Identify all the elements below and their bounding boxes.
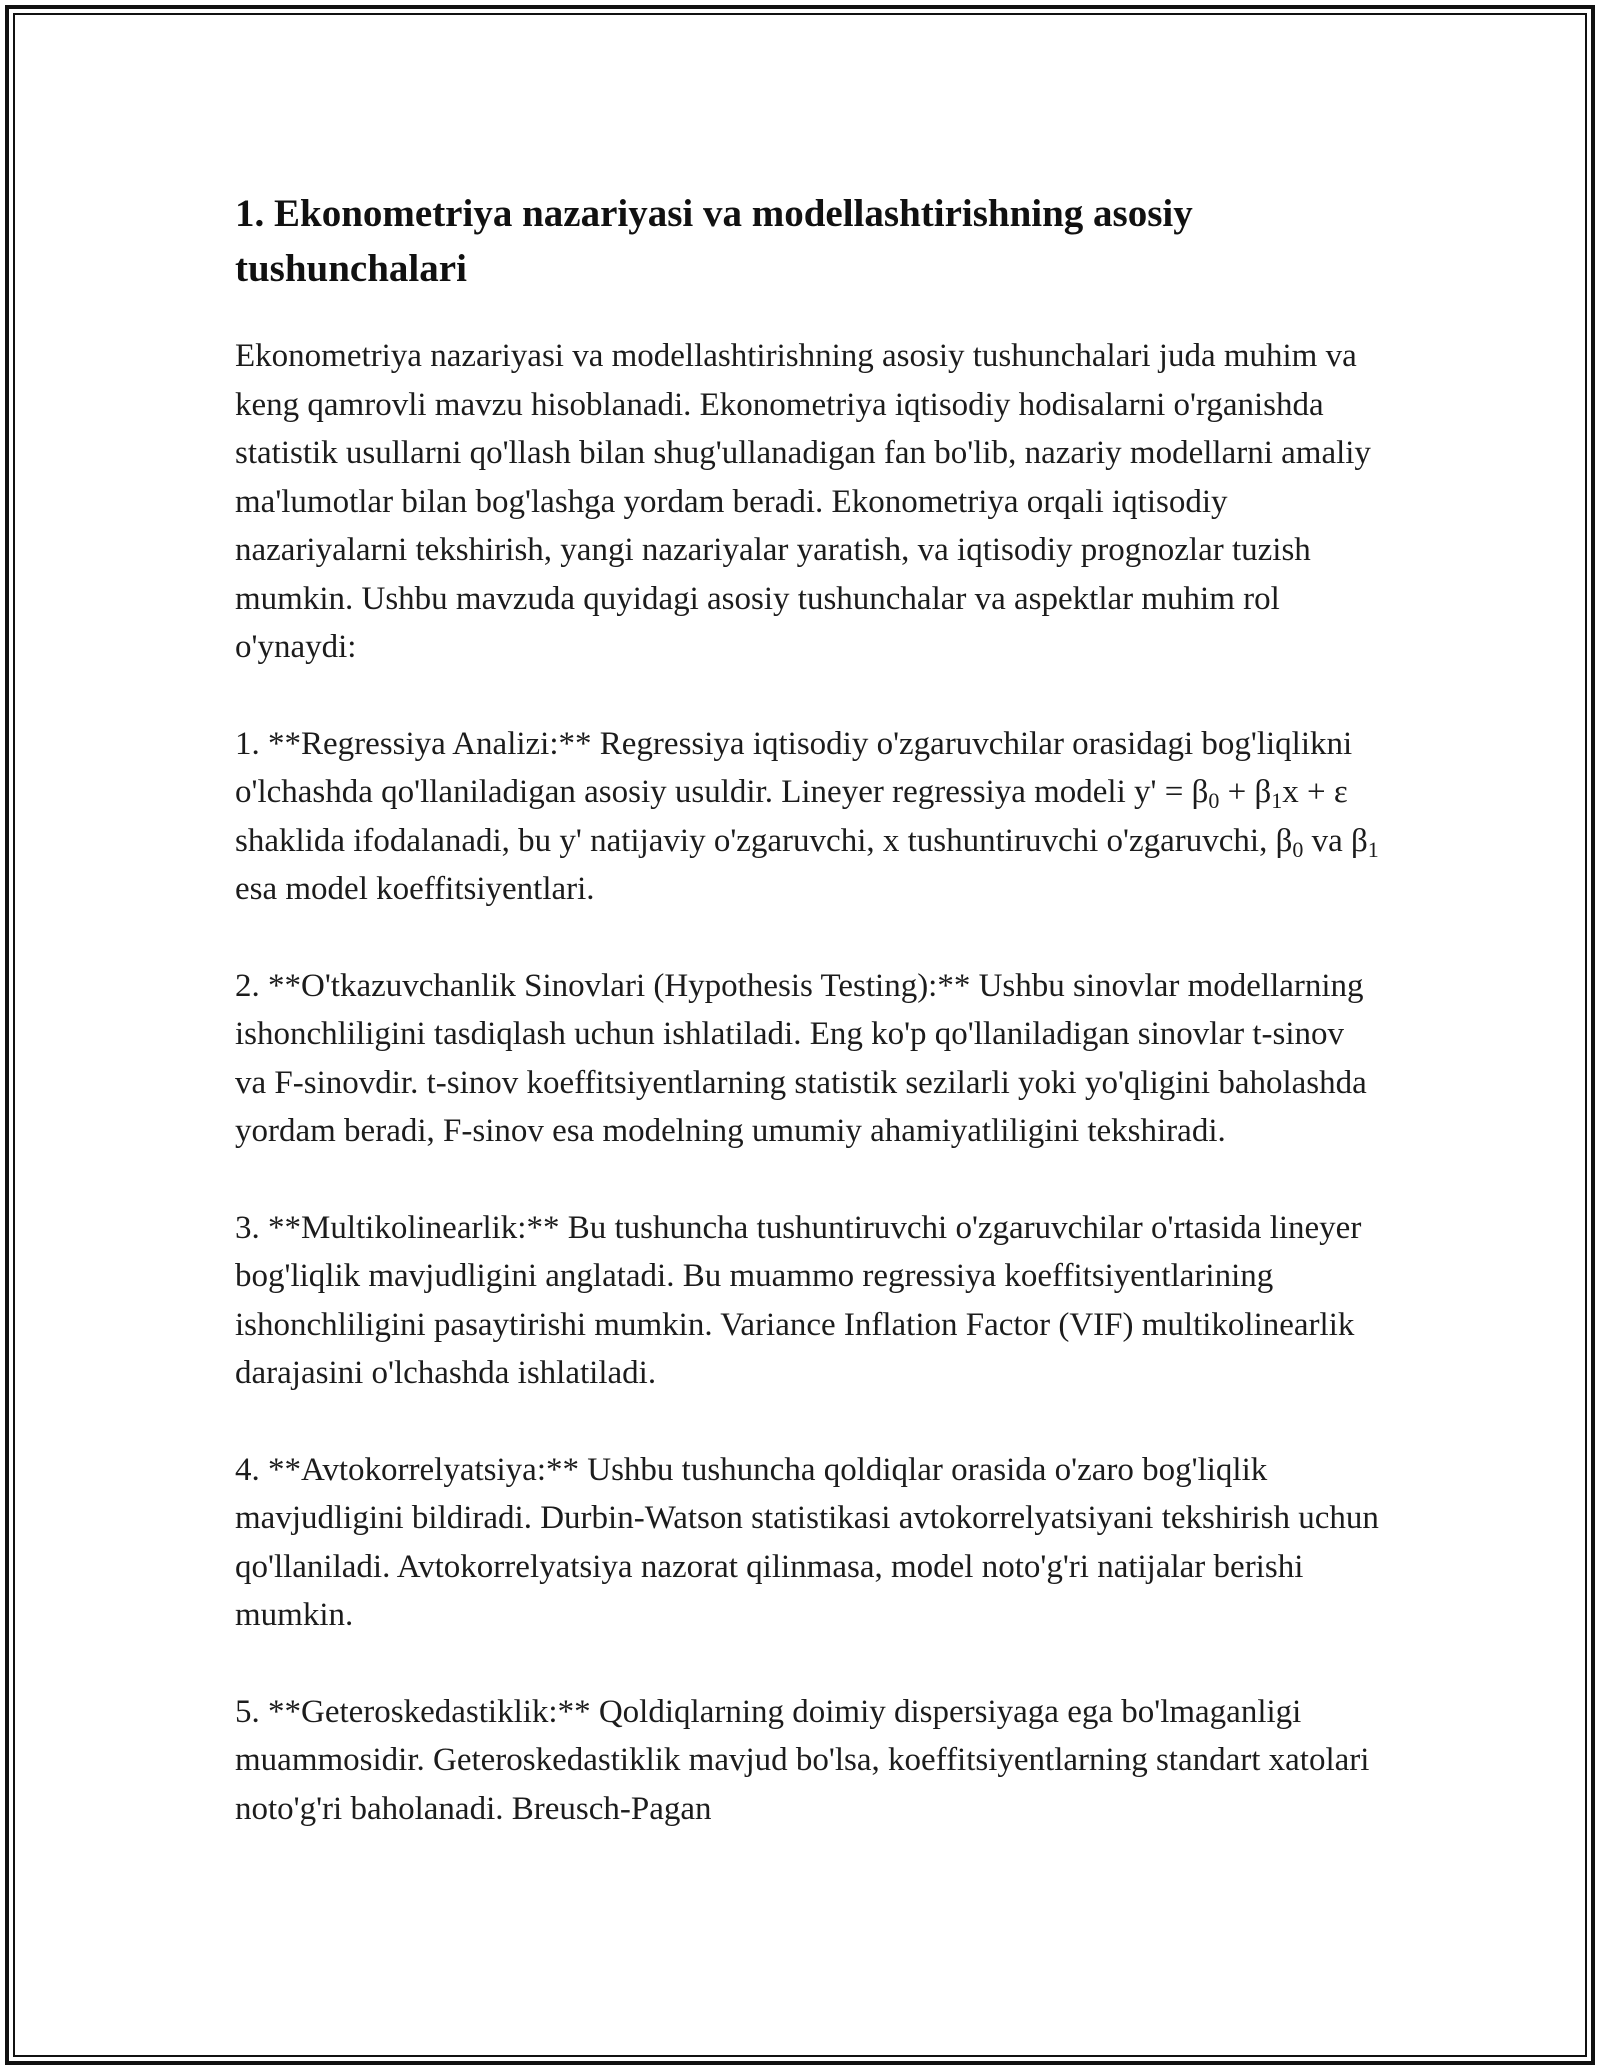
intro-paragraph: Ekonometriya nazariyasi va modellashtirishning asosiy tushunchalari juda muhim va keng qamrovli mavzu hisoblanadi. Ekonometriya iqtisodiy hodisalarni o'rganishda statistik usullarni qo'llash bilan shug'ullanadigan fan bo'lib, nazariy modellarni amaliy ma'lumotlar bilan bog'lashga yordam beradi. Ekonometriya orqali iqtisodiy nazariyalarni tekshirish, yangi nazariyalar yaratish, va iqtisodiy prognozlar tuzish mumkin. Ushbu mavzuda quyidagi asosiy tushunchalar va aspektlar muhim rol o'ynaydi: (235, 338, 1371, 665)
item-regression-analysis (235, 720, 1380, 914)
section-title: 1. Ekonometriya nazariyasi va modellashtirishning asosiy tushunchalari (235, 192, 1193, 290)
beta-subscript: 1 (1271, 788, 1283, 813)
item-multicollinearity: 3. **Multikolinearlik:** Bu tushuncha tushuntiruvchi o'zgaruvchilar o'rtasida lineyer bog'liqlik mavjudligini anglatadi. Bu muammo regressiya koeffitsiyentlarining ishonchliligini pasaytirishi mumkin. Variance Inflation Factor (VIF) multikolinearlik darajasini o'lchashda ishlatiladi. (235, 1209, 1362, 1391)
item1-text-d: va β (1303, 822, 1368, 859)
item1-text-a: 1. **Regressiya Analizi:** Regressiya iqtisodiy o'zgaruvchilar orasidagi bog'liqlikni o'lchashda qo'llaniladigan asosiy usuldir. Lineyer regressiya modeli y' = β (235, 725, 1353, 810)
item-heteroskedasticity: 5. **Geteroskedastiklik:** Qoldiqlarning doimiy dispersiyaga ega bo'lmaganligi muammosidir. Geteroskedastiklik mavjud bo'lsa, koeffitsiyentlarning standart xatolari noto'g'ri baholanadi. Breusch-Pagan (235, 1693, 1370, 1827)
document-body (235, 186, 1380, 1881)
item1-text-b: + β (1219, 774, 1272, 810)
item-hypothesis-testing: 2. **O'tkazuvchanlik Sinovlari (Hypothesis Testing):** Ushbu sinovlar modellarning ishonchliligini tasdiqlash uchun ishlatiladi. Eng ko'p qo'llaniladigan sinovlar t-sinov va F-sinovdir. t-sinov koeffitsiyentlarning statistik sezilarli yoki yo'qligini baholashda yordam beradi, F-sinov esa modelning umumiy ahamiyatliligini tekshiradi. (235, 967, 1367, 1149)
beta-subscript: 0 (1208, 788, 1220, 813)
item-autocorrelation: 4. **Avtokorrelyatsiya:** Ushbu tushuncha qoldiqlar orasida o'zaro bog'liqlik mavjudligini bildiradi. Durbin-Watson statistikasi avtokorrelyatsiyani tekshirish uchun qo'llaniladi. Avtokorrelyatsiya nazorat qilinmasa, model noto'g'ri natijalar berishi mumkin. (235, 1451, 1379, 1633)
item1-text-e: esa model koeffitsiyentlari. (235, 871, 595, 907)
beta-subscript: 1 (1367, 836, 1379, 862)
beta-subscript: 0 (1292, 836, 1304, 862)
item1-text-c: x + ε shaklida ifodalanadi, bu y' natijaviy o'zgaruvchi, x tushuntiruvchi o'zgaruvchi, β (235, 774, 1348, 859)
